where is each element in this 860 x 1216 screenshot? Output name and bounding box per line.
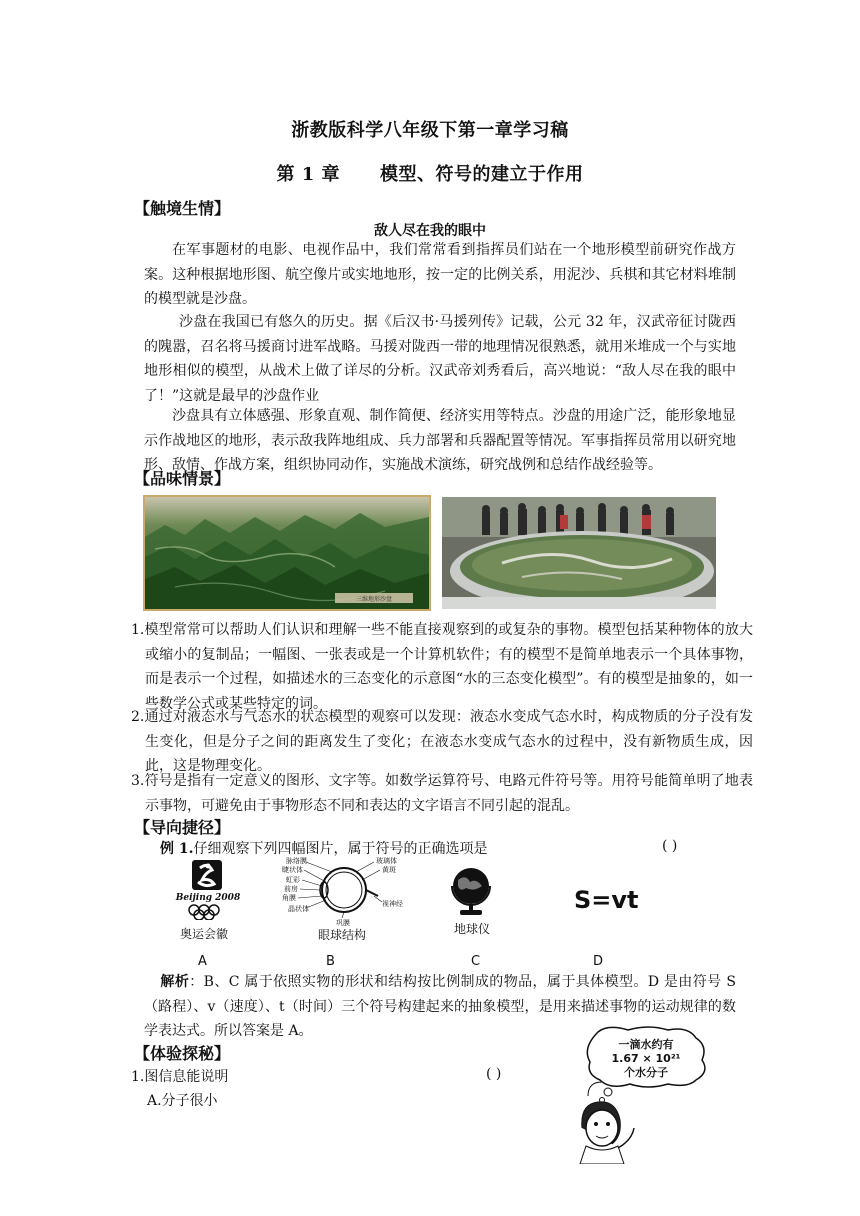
eye-label-1: 脉络膜: [286, 857, 307, 865]
eye-label-9: 巩膜: [336, 919, 350, 926]
key-point-3: 3.符号是指有一定意义的图形、文字等。如数学运算符号、电路元件符号等。用符号能简单明了地表示事物，可避免由于事物形态不同和表达的文字语言不同引起的混乱。: [131, 773, 753, 814]
figure-a-caption: 奥运会徽: [180, 927, 229, 941]
story-paragraph-2: 沙盘在我国已有悠久的历史。据《后汉书·马援列传》记载，公元 32 年，汉武帝征讨陇西的隗嚣，召名将马援商讨进军战略。马援对陇西一带的地理情况很熟悉，就用米堆成一个与实地地形相似的模型，从战术上做了详尽的分析。汉武帝刘秀看后，高兴地说：“敌人尽在我的眼中了！”这就是最早的沙盘作业: [144, 314, 736, 404]
question-1-option-a: A.分子很小: [147, 1093, 218, 1109]
section-heading-2: 【品味情景】: [134, 469, 231, 488]
chapter-title: 模型、符号的建立于作用: [380, 164, 584, 185]
example-text: 仔细观察下列四幅图片，属于符号的正确选项是: [193, 841, 488, 857]
example-answer-paren: ( ): [662, 838, 678, 854]
choice-a: A: [198, 954, 207, 969]
globe-icon: [448, 864, 494, 918]
eye-label-2: 玻璃体: [376, 857, 397, 865]
question-1: 1.图信息能说明: [131, 1069, 229, 1085]
story-title: 敌人尽在我的眼中: [374, 223, 486, 239]
example-1-question: [160, 838, 488, 858]
bubble-line-1: 一滴水约有: [618, 1038, 674, 1051]
bubble-line-3: 个水分子: [624, 1066, 668, 1079]
eye-label-5: 虹彩: [286, 876, 300, 884]
section-heading-4: 【体验探秘】: [134, 1044, 231, 1063]
chapter-heading: [0, 160, 860, 186]
eye-label-4: 黄斑: [382, 866, 396, 874]
section-heading-1: 【触境生情】: [134, 199, 231, 218]
figure-c-caption: 地球仪: [454, 922, 491, 936]
formula-symbol: S=vt: [574, 886, 639, 914]
story-paragraph-1: 在军事题材的电影、电视作品中，我们常常看到指挥员们站在一个地形模型前研究作战方案。这种根据地形图、航空像片或实地地形，按一定的比例关系，用泥沙、兵棋和其它材料堆制的模型就是沙盘。: [144, 242, 736, 307]
exhibit-image: [442, 497, 716, 609]
key-point-2: 2.通过对液态水与气态水的状态模型的观察可以发现：液态水变成气态水时，构成物质的分子没有发生变化，但是分子之间的距离发生了变化；在液态水变成气态水的过程中，没有新物质生成，因此，这是物理变化。: [131, 709, 753, 774]
example-label: 例 1.: [160, 841, 194, 857]
choice-b: B: [326, 954, 335, 969]
story-paragraph-3: 沙盘具有立体感强、形象直观、制作简便、经济实用等特点。沙盘的用途广泛，能形象地显示作战地区的地形，表示敌我阵地组成、兵力部署和兵器配置等情况。军事指挥员常用以研究地形、敌情、作战方案，组织协同动作，实施战术演练，研究战例和总结作战经验等。: [144, 408, 736, 473]
analysis-label: 解析: [160, 974, 190, 990]
olympic-emblem-icon: [168, 858, 248, 920]
eyeball-diagram: [282, 856, 412, 926]
section-heading-3: 【导向捷径】: [134, 818, 231, 837]
analysis-text: ：B、C 属于依照实物的形状和结构按比例制成的物品，属于具体模型。D 是由符号 S（路程）、v（速度）、t（时间）三个符号构建起来的抽象模型，是用来描述事物的运动规律的数学表达式。所以答案是 A。: [144, 974, 736, 1039]
terrain-model-photo: [143, 495, 431, 611]
question-1-paren: ( ): [486, 1066, 502, 1082]
document-title: 浙教版科学八年级下第一章学习稿: [291, 120, 569, 141]
figure-b-caption: 眼球结构: [318, 928, 367, 942]
eye-label-8: 晶状体: [288, 905, 309, 913]
eye-label-10: 视神经: [382, 900, 403, 908]
key-point-1: 1.模型常常可以帮助人们认识和理解一些不能直接观察到的或复杂的事物。模型包括某种物体的放大或缩小的复制品；一幅图、一张表或是一个计算机软件；有的模型不是简单地表示一个具体事物，而是表示一个过程，如描述水的三态变化的示意图“水的三态变化模型”。有的模型是抽象的，如一些数学公式或某些特定的词。: [131, 622, 753, 712]
eye-label-7: 角膜: [282, 894, 296, 902]
emblem-text: Beijing 2008: [175, 893, 241, 903]
eye-label-6: 前房: [284, 885, 298, 893]
exhibit-model-photo: [442, 497, 716, 609]
bubble-line-2: 1.67 × 10²¹: [611, 1052, 681, 1065]
choice-c: C: [471, 954, 481, 969]
chapter-number: 第 1 章: [276, 164, 341, 185]
choice-d: D: [593, 954, 604, 969]
photo-caption: 三维地形沙盘: [355, 596, 393, 603]
terrain-image: [145, 497, 429, 609]
cartoon-girl-illustration: [568, 1024, 718, 1164]
eye-label-3: 睫状体: [282, 866, 303, 874]
